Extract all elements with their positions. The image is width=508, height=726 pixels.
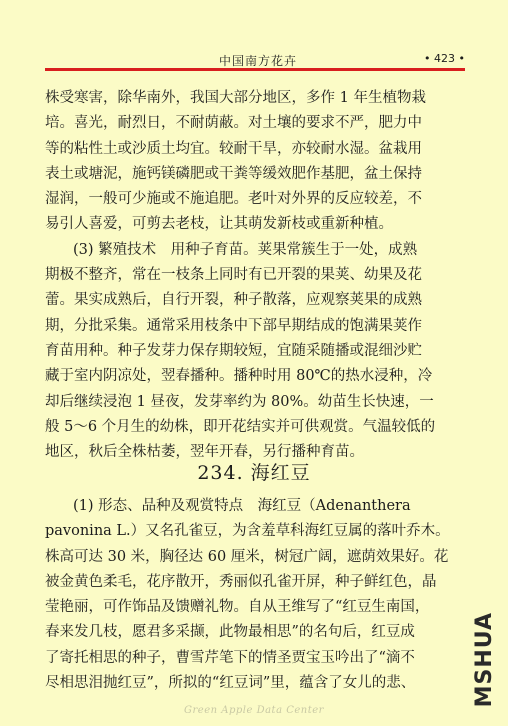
text-line: 株受寒害，除华南外，我国大部分地区，多作 1 年生植物栽 [45,90,426,106]
text-line: 地区，秋后全株枯萎，翌年开春，另行播种育苗。 [45,444,364,461]
text-line: 尽相思泪抛红豆”，所拟的“红豆词”里，蕴含了女儿的悲、 [45,675,416,692]
text-line: 般 5～6 个月生的幼株，即开花结实并可供观赏。气温较低的 [45,418,436,435]
footer-watermark: Green Apple Data Center [184,705,324,716]
running-title: 中国南方花卉 [219,54,298,68]
text-line: 却后继续浸泡 1 昼夜，发芽率约为 80%。幼苗生长快速，一 [45,393,434,410]
text-line: (1) 形态、品种及观赏特点 海红豆（Adenanthera [73,498,411,514]
text-line: 了寄托相思的种子，曹雪芹笔下的情圣贾宝玉吟出了“滴不 [45,649,415,666]
paragraph-3 [45,494,470,696]
side-watermark: MSHUA [472,612,497,708]
page-body [45,86,470,465]
text-line: 湿润，一般可少施或不施追肥。老叶对外界的反应较差，不 [45,191,422,208]
page-body-2 [45,494,470,696]
text-line: 易引人喜爱，可剪去老枝，让其萌发新枝或重新种植。 [45,216,393,233]
text-line: 蕾。果实成熟后，自行开裂，种子散落，应观察荚果的成熟 [45,292,422,309]
paragraph-1 [45,86,470,238]
text-line: 等的粘性土或沙质土均宜。较耐干旱，亦较耐水湿。盆栽用 [45,140,422,157]
section-heading: 234. 海红豆 [197,462,311,484]
text-line: 育苗用种。种子发芽力保存期较短，宜随采随播或混细沙贮 [45,342,422,359]
text-line: 藏于室内阴凉处，翌春播种。播种时用 80℃的热水浸种，冷 [45,368,433,385]
text-line: 春来发几枝，愿君多采撷，此物最相思”的名句后，红豆成 [45,624,415,641]
text-line: 被金黄色柔毛，花序散开，秀丽似孔雀开屏，种子鲜红色，晶 [45,573,437,590]
text-line: 表土或塘泥，施钙镁磷肥或干粪等缓效肥作基肥，盆土保持 [45,165,422,182]
header-rule [45,68,465,71]
text-line: (3) 繁殖技术 用种子育苗。荚果常簇生于一处，成熟 [73,241,418,258]
text-line: 期，分批采集。通常采用枝条中下部早期结成的饱满果荚作 [45,317,422,334]
text-line: 培。喜光，耐烈日，不耐荫蔽。对土壤的要求不严，肥力中 [45,115,422,132]
text-line: pavonina L.）又名孔雀豆，为含羞草科海红豆属的落叶乔木。 [45,523,450,540]
text-line: 株高可达 30 米，胸径达 60 厘米，树冠广阔，遮荫效果好。花 [45,548,449,565]
text-line: 期极不整齐，常在一枝条上同时有已开裂的果荚、幼果及花 [45,267,422,284]
page-header [45,50,465,68]
text-line: 莹艳丽，可作饰品及馈赠礼物。自从王维写了“红豆生南国， [45,599,430,616]
page-number: • 423 • [424,52,465,65]
paragraph-2 [45,238,470,466]
